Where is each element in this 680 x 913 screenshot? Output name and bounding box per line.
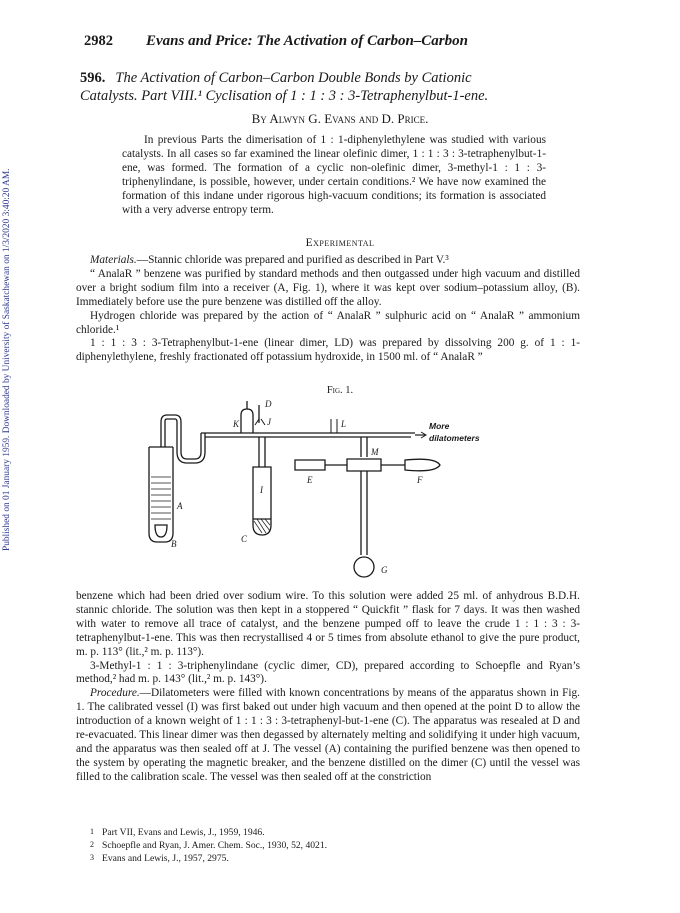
page-header <box>84 33 610 53</box>
paragraph <box>76 254 580 268</box>
label-i: I <box>260 485 263 495</box>
label-d: D <box>265 399 272 409</box>
label-dilatometers: dilatometers <box>429 433 480 443</box>
section-heading-experimental: Experimental <box>305 237 375 249</box>
vessel-f <box>405 459 440 471</box>
paragraph-text: —Stannic chloride was prepared and purified as described in Part V.³ <box>136 254 449 266</box>
authors: By Alwyn G. Evans and D. Price. <box>251 111 429 126</box>
footnote-number: 1 <box>90 827 94 836</box>
apparatus-diagram <box>135 397 535 585</box>
paragraph-text: benzene which had been dried over sodium wire. To this solution were added 25 ml. of anhydrous B.D.H. stannic chloride. The solution was then kept in a stoppered “ Quickfit ” flask for 7 days. It was then washed with water to remove all trace of catalyst, and the benzene pumped off to leave the crude 1 : 1 : 3 : 3-tetraphenylbut-1-ene. This was then recrystallised 4 or 5 times from absolute ethanol to give the pure product, m. p. 113° (lit.,² m. p. 113°). <box>76 590 580 658</box>
footnote-number: 2 <box>90 840 94 849</box>
footnote-text: Evans and Lewis, J., 1957, 2975. <box>102 853 229 864</box>
article-number: 596. <box>80 70 106 86</box>
alloy-b <box>155 525 167 537</box>
body-text-bottom <box>76 590 580 785</box>
apparatus-figure <box>135 397 535 585</box>
paragraph <box>76 310 580 338</box>
paragraph <box>76 590 580 660</box>
label-a: A <box>177 501 183 511</box>
page-number: 2982 <box>84 33 113 49</box>
footnote-number: 3 <box>90 853 94 862</box>
label-c: C <box>241 534 248 544</box>
article-title <box>80 69 600 105</box>
paragraph-lead: Procedure. <box>90 687 140 700</box>
paragraph-lead: Materials. <box>90 254 137 266</box>
footnote <box>90 839 530 852</box>
bulb-g <box>354 557 374 577</box>
abstract-text: In previous Parts the dimerisation of 1 : 1-diphenylethylene was studied with various catalysts. In all cases so far examined the linear olefinic dimer, 1 : 1 : 3 : 3-tetraphenylbut-1-ene, was formed. The formation of a cyclic non-olefinic dimer, 3-methyl-1 : 1 : 3-triphenylindane, is possible, however, under certain conditions.² We have now examined the formation of this indane under rigorous high-vacuum conditions; its formation is associated with a very adverse entropy term. <box>122 134 546 216</box>
footnotes <box>90 826 530 865</box>
footnote-text: Part VII, Evans and Lewis, J., 1959, 1946. <box>102 827 265 838</box>
label-g: G <box>381 565 388 575</box>
vessel-e <box>295 460 325 470</box>
label-m: M <box>371 447 379 457</box>
footnote-text: Schoepfle and Ryan, J. Amer. Chem. Soc., 1930, 52, 4021. <box>102 840 328 851</box>
paragraph <box>76 268 580 310</box>
label-l: L <box>341 419 347 429</box>
dimer-c <box>254 519 270 533</box>
paragraph <box>76 687 580 784</box>
running-title: Evans and Price: The Activation of Carbon–Carbon <box>146 33 468 49</box>
paragraph-text: 1 : 1 : 3 : 3-Tetraphenylbut-1-ene (linear dimer, LD) was prepared by dissolving 200 g. of 1 : 1-diphenylethylene, freshly fractionated off potassium hydroxide, in 1500 ml. of “ AnalaR ” <box>76 337 580 364</box>
label-more: More <box>429 421 450 431</box>
label-f: F <box>417 475 423 485</box>
label-e: E <box>307 475 313 485</box>
label-j: J <box>267 417 271 427</box>
paragraph <box>76 660 580 688</box>
title-line-2: Catalysts. Part VIII.¹ Cyclisation of 1 : 1 : 3 : 3-Tetraphenylbut-1-ene. <box>80 88 489 104</box>
paragraph-text: Hydrogen chloride was prepared by the action of “ AnalaR ” sulphuric acid on “ AnalaR ” ammonium chloride.¹ <box>76 309 580 336</box>
footnote <box>90 852 530 865</box>
title-line-1: The Activation of Carbon–Carbon Double Bonds by Cationic <box>115 70 472 86</box>
paragraph-text: 3-Methyl-1 : 1 : 3-triphenylindane (cyclic dimer, CD), prepared according to Schoepfle and Ryan’s method,² had m. p. 143° (lit.,² m. p. 143°). <box>76 659 580 686</box>
paragraph-text: —Dilatometers were filled with known concentrations by means of the apparatus shown in Fig. 1. The calibrated vessel (I) was first baked out under high vacuum and then opened at the point D to allow the introduction of a known weight of 1 : 1 : 3 : 3-tetraphenyl-but-1-ene (C). The apparatus was resealed at D and re-evacuated. This linear dimer was then degassed by alternately melting and solidifying it under high vacuum, and the apparatus was then sealed off at J. The vessel (A) containing the purified benzene was then opened to the system by operating the magnetic breaker, and the benzene distilled on the dimer (C) until the vessel was filled to the calibration scale. The vessel was then sealed off at the constriction <box>76 687 580 783</box>
label-k: K <box>233 419 240 429</box>
junction-m <box>347 459 381 471</box>
body-text-top <box>76 254 580 365</box>
paragraph-text: “ AnalaR ” benzene was purified by standard methods and then outgassed under high vacuum and distilled over a bright sodium film into a receiver (A, Fig. 1), where it was kept over sodium–potassium alloy, (B). Immediately before use the pure benzene was distilled off the alloy. <box>76 267 580 308</box>
vessel-a <box>149 447 173 542</box>
breaker-k <box>241 409 253 433</box>
abstract <box>122 134 546 217</box>
label-b: B <box>171 539 177 549</box>
figure-caption: Fig. 1. <box>326 385 354 396</box>
footnote <box>90 826 530 839</box>
scale-ticks-a <box>151 477 171 519</box>
paragraph <box>76 337 580 365</box>
vessel-i <box>253 467 271 535</box>
download-watermark: Published on 01 January 1959. Downloaded by University of Saskatchewan on 1/3/2020 3:40:20 AM. <box>2 168 12 552</box>
